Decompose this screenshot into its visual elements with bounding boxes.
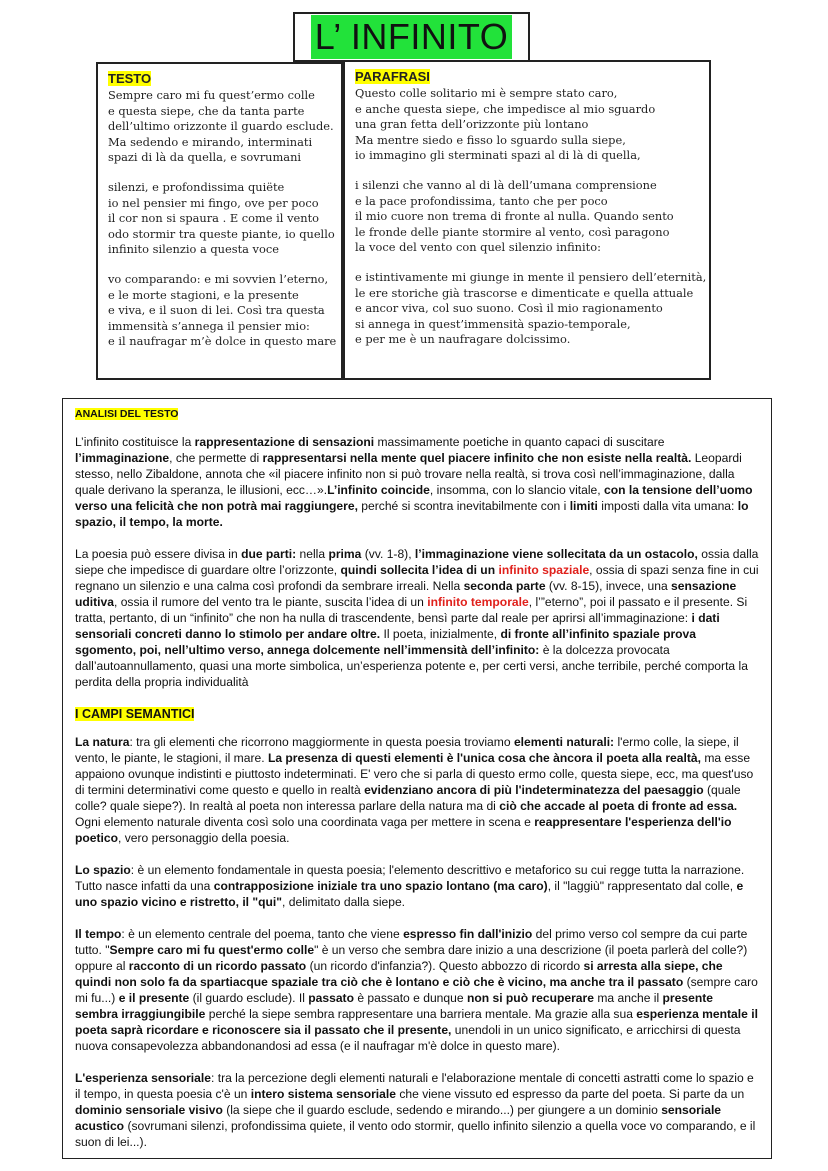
bold-text: lo spazio, il tempo, la morte. — [75, 499, 749, 529]
testo-box — [96, 62, 343, 380]
bold-text: La natura — [75, 735, 130, 749]
verse: e viva, e il suon di lei. Così tra questa — [108, 303, 325, 318]
bold-text: esperienza mentale il poeta saprà ricordare e riconoscere sia il passato che il presente, — [75, 1007, 758, 1037]
body-text: Leopardi stesso, nello Zibaldone, annota che «il piacere infinito non si può trovare nella realtà, si trova così nell’immaginazione, dalla quale derivano la speranza, le illusioni, ecc…». — [75, 451, 742, 497]
campi-esperienza — [75, 1070, 759, 1150]
bold-text: seconda parte — [463, 579, 546, 593]
bold-text: Sempre caro mi fu quest'ermo colle — [109, 943, 315, 957]
bold-text: con la tensione dell’uomo verso una felicità che non potrà mai raggiungere, — [75, 483, 753, 513]
body-text: , ossia il rumore del vento tra le piante, suscita l’idea di un — [113, 595, 428, 609]
paraphrase-line: io immagino gli sterminati spazi al di là di quella, — [355, 148, 641, 163]
bold-text: si arresta alla siepe, che quindi non solo fa da spartiacque spaziale tra ciò che è lontano e ciò che è vicino, ma anche tra il passato — [75, 959, 723, 989]
verse: Ma sedendo e mirando, interminati — [108, 134, 313, 149]
bold-text: i dati sensoriali concreti danno lo stimolo per andare oltre. — [75, 611, 720, 641]
paraphrase-line: e istintivamente mi giunge in mente il pensiero dell’eternità, — [355, 269, 707, 284]
analisi-heading: ANALISI DEL TESTO — [75, 408, 179, 420]
title-box — [293, 12, 530, 62]
parafrasi-stanza-3 — [355, 269, 707, 348]
red-highlight-text: infinito temporale — [427, 595, 529, 609]
bold-text: espresso fin dall'inizio — [403, 927, 533, 941]
body-text: ma esse appaiono ovunque indistinti e piuttosto indeterminati. E' vero che si parla di questo ermo colle, questa siepe, ecc, ma quest'uso di termini determinativi come questo e quello in realtà — [75, 751, 754, 797]
body-text: del primo verso col sempre da cui parte tutto. " — [75, 927, 748, 957]
bold-text: di fronte all’infinito spaziale prova sgomento, poi, nell’ultimo verso, annega dolcemente nell’immensità dell’infinito: — [75, 627, 696, 657]
body-text: (quale colle? quale siepe?). In realtà al poeta non interessa parlare della natura ma di — [75, 783, 741, 813]
bold-text: prima — [328, 547, 362, 561]
testo-poem — [108, 88, 337, 350]
body-text: che viene vissuto ed espresso da parte del poeta. Si parte da un — [395, 1087, 745, 1101]
bold-text: limiti — [569, 499, 598, 513]
parafrasi-box — [343, 60, 711, 380]
verse: e il naufragar m’è dolce in questo mare — [108, 334, 337, 349]
body-text: Il poeta, inizialmente, — [380, 627, 501, 641]
paraphrase-line: una gran fetta dell’orizzonte più lontano — [355, 117, 589, 132]
campi-natura — [75, 734, 759, 846]
verse: Sempre caro mi fu quest’ermo colle — [108, 88, 315, 102]
body-text: (sovrumani silenzi, profondissima quiete, il vento odo stormir, quello infinito silenzio a quella voce vo comparando, e il suon di lei...). — [75, 1119, 756, 1149]
bold-text: contrapposizione iniziale tra uno spazio lontano (ma caro) — [213, 879, 548, 893]
body-text: è passato e dunque — [353, 991, 467, 1005]
testo-heading: TESTO — [108, 71, 152, 86]
body-text: massimamente poetiche in quanto capaci di suscitare — [374, 435, 665, 449]
body-text: nella — [296, 547, 329, 561]
body-text: , ossia di spazi senza fine in cui regnano un silenzio e una calma così profondi da sembrare irreali. Nella — [75, 563, 759, 593]
parafrasi-heading: PARAFRASI — [355, 69, 430, 84]
body-text: l'ermo colle, la siepe, il vento, le piante, le stagioni, il mare. — [75, 735, 739, 765]
paraphrase-line: le fronde delle piante stormire al vento, così paragono — [355, 224, 670, 239]
body-text: Ogni elemento naturale diventa così solo una coordinata vaga per mettere in scena e — [75, 815, 535, 829]
body-text: ma anche il — [593, 991, 663, 1005]
body-text: (la siepe che il guardo esclude, sedendo e mirando...) per giungere a un dominio — [222, 1103, 662, 1117]
body-text: , l’”eterno”, poi il passato e il presente. Si tratta, pertanto, di un “infinito” che non ha nulla di trascendente, bensì parte dal reale per aprirsi all’immaginazione: — [75, 595, 748, 625]
verse: e questa siepe, che da tanta parte — [108, 103, 305, 118]
body-text: : tra la percezione degli elementi naturali e l'elaborazione mentale di concetti astratti come lo spazio e il tempo, in questa poesia c'è un — [75, 1071, 754, 1101]
campi-heading-wrap — [75, 706, 759, 722]
paraphrase-line: i silenzi che vanno al di là dell’umana comprensione — [355, 177, 657, 192]
body-text: unendoli in un unico significato, e arricchirsi di questa nuova consapevolezza abbandonandosi ad essa (e il naufragar m'è dolce in questo mare). — [75, 1023, 741, 1053]
body-text: perché la siepe sembra rappresentare una barriera mentale. Ma grazie alla sua — [205, 1007, 637, 1021]
body-text: " è un verso che sembra dare inizio a una descrizione (il poeta parlerà del colle?) oppure al — [75, 943, 748, 973]
body-text: : è un elemento centrale del poema, tanto che viene — [121, 927, 404, 941]
bold-text: elementi naturali: — [513, 735, 615, 749]
parafrasi-stanza-1 — [355, 86, 699, 164]
campi-heading: I CAMPI SEMANTICI — [75, 707, 195, 721]
verse: silenzi, e profondissima quiëte — [108, 179, 285, 194]
body-text: , insomma, con lo slancio vitale, — [429, 483, 604, 497]
bold-text: dominio sensoriale visivo — [75, 1103, 223, 1117]
bold-text: e il presente — [118, 991, 190, 1005]
body-text: , il "laggiù" rappresentato dal colle, — [547, 879, 737, 893]
body-text: (vv. 8-15), invece, una — [545, 579, 672, 593]
verse: e le morte stagioni, e la presente — [108, 287, 299, 302]
bold-text: e uno spazio vicino e ristretto, il "qui" — [75, 879, 744, 909]
verse: io nel pensier mi fingo, ove per poco — [108, 195, 319, 210]
paraphrase-line: Ma mentre siedo e fisso lo sguardo sulla siepe, — [355, 132, 626, 147]
body-text: , delimitato dalla siepe. — [282, 895, 406, 909]
bold-text: racconto di un ricordo passato — [128, 959, 307, 973]
paraphrase-line: e ancor viva, col suo suono. Così il mio ragionamento — [355, 301, 663, 316]
bold-text: evidenziano ancora di più l'indeterminatezza del paesaggio — [364, 783, 704, 797]
paraphrase-line: e la pace profondissima, tanto che per poco — [355, 193, 608, 208]
bold-text: quindi sollecita l’idea di un — [340, 563, 499, 577]
testo-stanza-1 — [108, 88, 334, 166]
body-text: (il guardo esclude). Il — [189, 991, 309, 1005]
red-highlight-text: infinito spaziale — [498, 563, 590, 577]
bold-text: rappresentarsi nella mente quel piacere infinito che non esiste nella realtà. — [262, 451, 692, 465]
bold-text: Il tempo — [75, 927, 122, 941]
bold-text: La presenza di questi elementi è l'unica cosa che àncora il poeta alla realtà, — [267, 751, 701, 765]
verse: immensità s’annega il pensier mio: — [108, 318, 310, 333]
bold-text: ciò che accade al poeta di fronte ad essa. — [499, 799, 738, 813]
bold-text: due parti: — [241, 547, 297, 561]
analisi-heading-wrap — [75, 405, 759, 422]
verse: infinito silenzio a questa voce — [108, 242, 279, 257]
paraphrase-line: le ere storiche già trascorse e dimenticate e quella attuale — [355, 285, 694, 300]
bold-text: Lo spazio — [75, 863, 131, 877]
body-text: , che permette di — [169, 451, 263, 465]
bold-text: L'esperienza sensoriale — [75, 1071, 211, 1085]
bold-text: sensazione uditiva — [75, 579, 737, 609]
campi-spazio — [75, 862, 759, 910]
testo-stanza-3 — [108, 271, 337, 350]
parafrasi-text — [355, 86, 707, 348]
paraphrase-line: il mio cuore non trema di fronte al nulla. Quando sento — [355, 209, 674, 224]
body-text: imposti dalla vita umana: — [597, 499, 738, 513]
body-text: : tra gli elementi che ricorrono maggiormente in questa poesia troviamo — [129, 735, 514, 749]
paraphrase-line: e per me è un naufragare dolcissimo. — [355, 332, 571, 347]
body-text: (sempre caro mi fu...) — [75, 975, 758, 1005]
parafrasi-stanza-2 — [355, 178, 699, 256]
body-text: ossia dalla siepe che impedisce di guardare oltre l’orizzonte, — [75, 547, 759, 577]
body-text: La poesia può essere divisa in — [75, 547, 242, 561]
paraphrase-line: la voce del vento con quel silenzio infinito: — [355, 240, 601, 255]
bold-text: L’infinito coincide — [327, 483, 430, 497]
bold-text: reappresentare l'esperienza dell'io poetico — [75, 815, 732, 845]
paraphrase-line: e anche questa siepe, che impedisce al mio sguardo — [355, 101, 656, 116]
verse: spazi di là da quella, e sovrumani — [108, 150, 302, 165]
body-text: è la dolcezza provocata dall’autoannullamento, quasi una morte simbolica, un’esperienza potente e, per certi versi, anche terribile, perché comporta la perdita della propria individualità — [75, 643, 748, 689]
analisi-box — [62, 398, 772, 1159]
bold-text: passato — [308, 991, 354, 1005]
body-text: L’infinito costituisce la — [75, 435, 195, 449]
bold-text: intero sistema sensoriale — [250, 1087, 396, 1101]
verse: odo stormir tra queste piante, io quello — [108, 226, 335, 241]
paraphrase-line: si annega in quest’immensità spazio-temporale, — [355, 316, 631, 331]
bold-text: sensoriale acustico — [75, 1103, 722, 1133]
bold-text: presente sembra irraggiungibile — [75, 991, 713, 1021]
bold-text: non si può recuperare — [466, 991, 594, 1005]
testo-stanza-2 — [108, 179, 335, 258]
verse: vo comparando: e mi sovvien l’eterno, — [108, 271, 329, 286]
verse: il cor non si spaura . E come il vento — [108, 211, 320, 226]
body-text: : è un elemento fondamentale in questa poesia; l'elemento descrittivo e metaforico su cui regge tutta la narrazione. Tutto nasce infatti da una — [75, 863, 745, 893]
analisi-paragraph-1 — [75, 434, 759, 530]
campi-tempo — [75, 926, 759, 1054]
body-text: (un ricordo d'infanzia?). Questo abbozzo di ricordo — [306, 959, 584, 973]
body-text: perché si scontra inevitabilmente con i — [357, 499, 570, 513]
verse: dell’ultimo orizzonte il guardo esclude. — [108, 119, 334, 134]
bold-text: rappresentazione di sensazioni — [194, 435, 375, 449]
bold-text: l’immaginazione — [75, 451, 170, 465]
body-text: , vero personaggio della poesia. — [118, 831, 290, 845]
bold-text: l’immaginazione viene sollecitata da un ostacolo, — [414, 547, 698, 561]
paraphrase-line: Questo colle solitario mi è sempre stato caro, — [355, 86, 618, 100]
analisi-paragraph-2 — [75, 546, 759, 690]
page-title: L’ INFINITO — [311, 15, 513, 59]
body-text: (vv. 1-8), — [361, 547, 415, 561]
